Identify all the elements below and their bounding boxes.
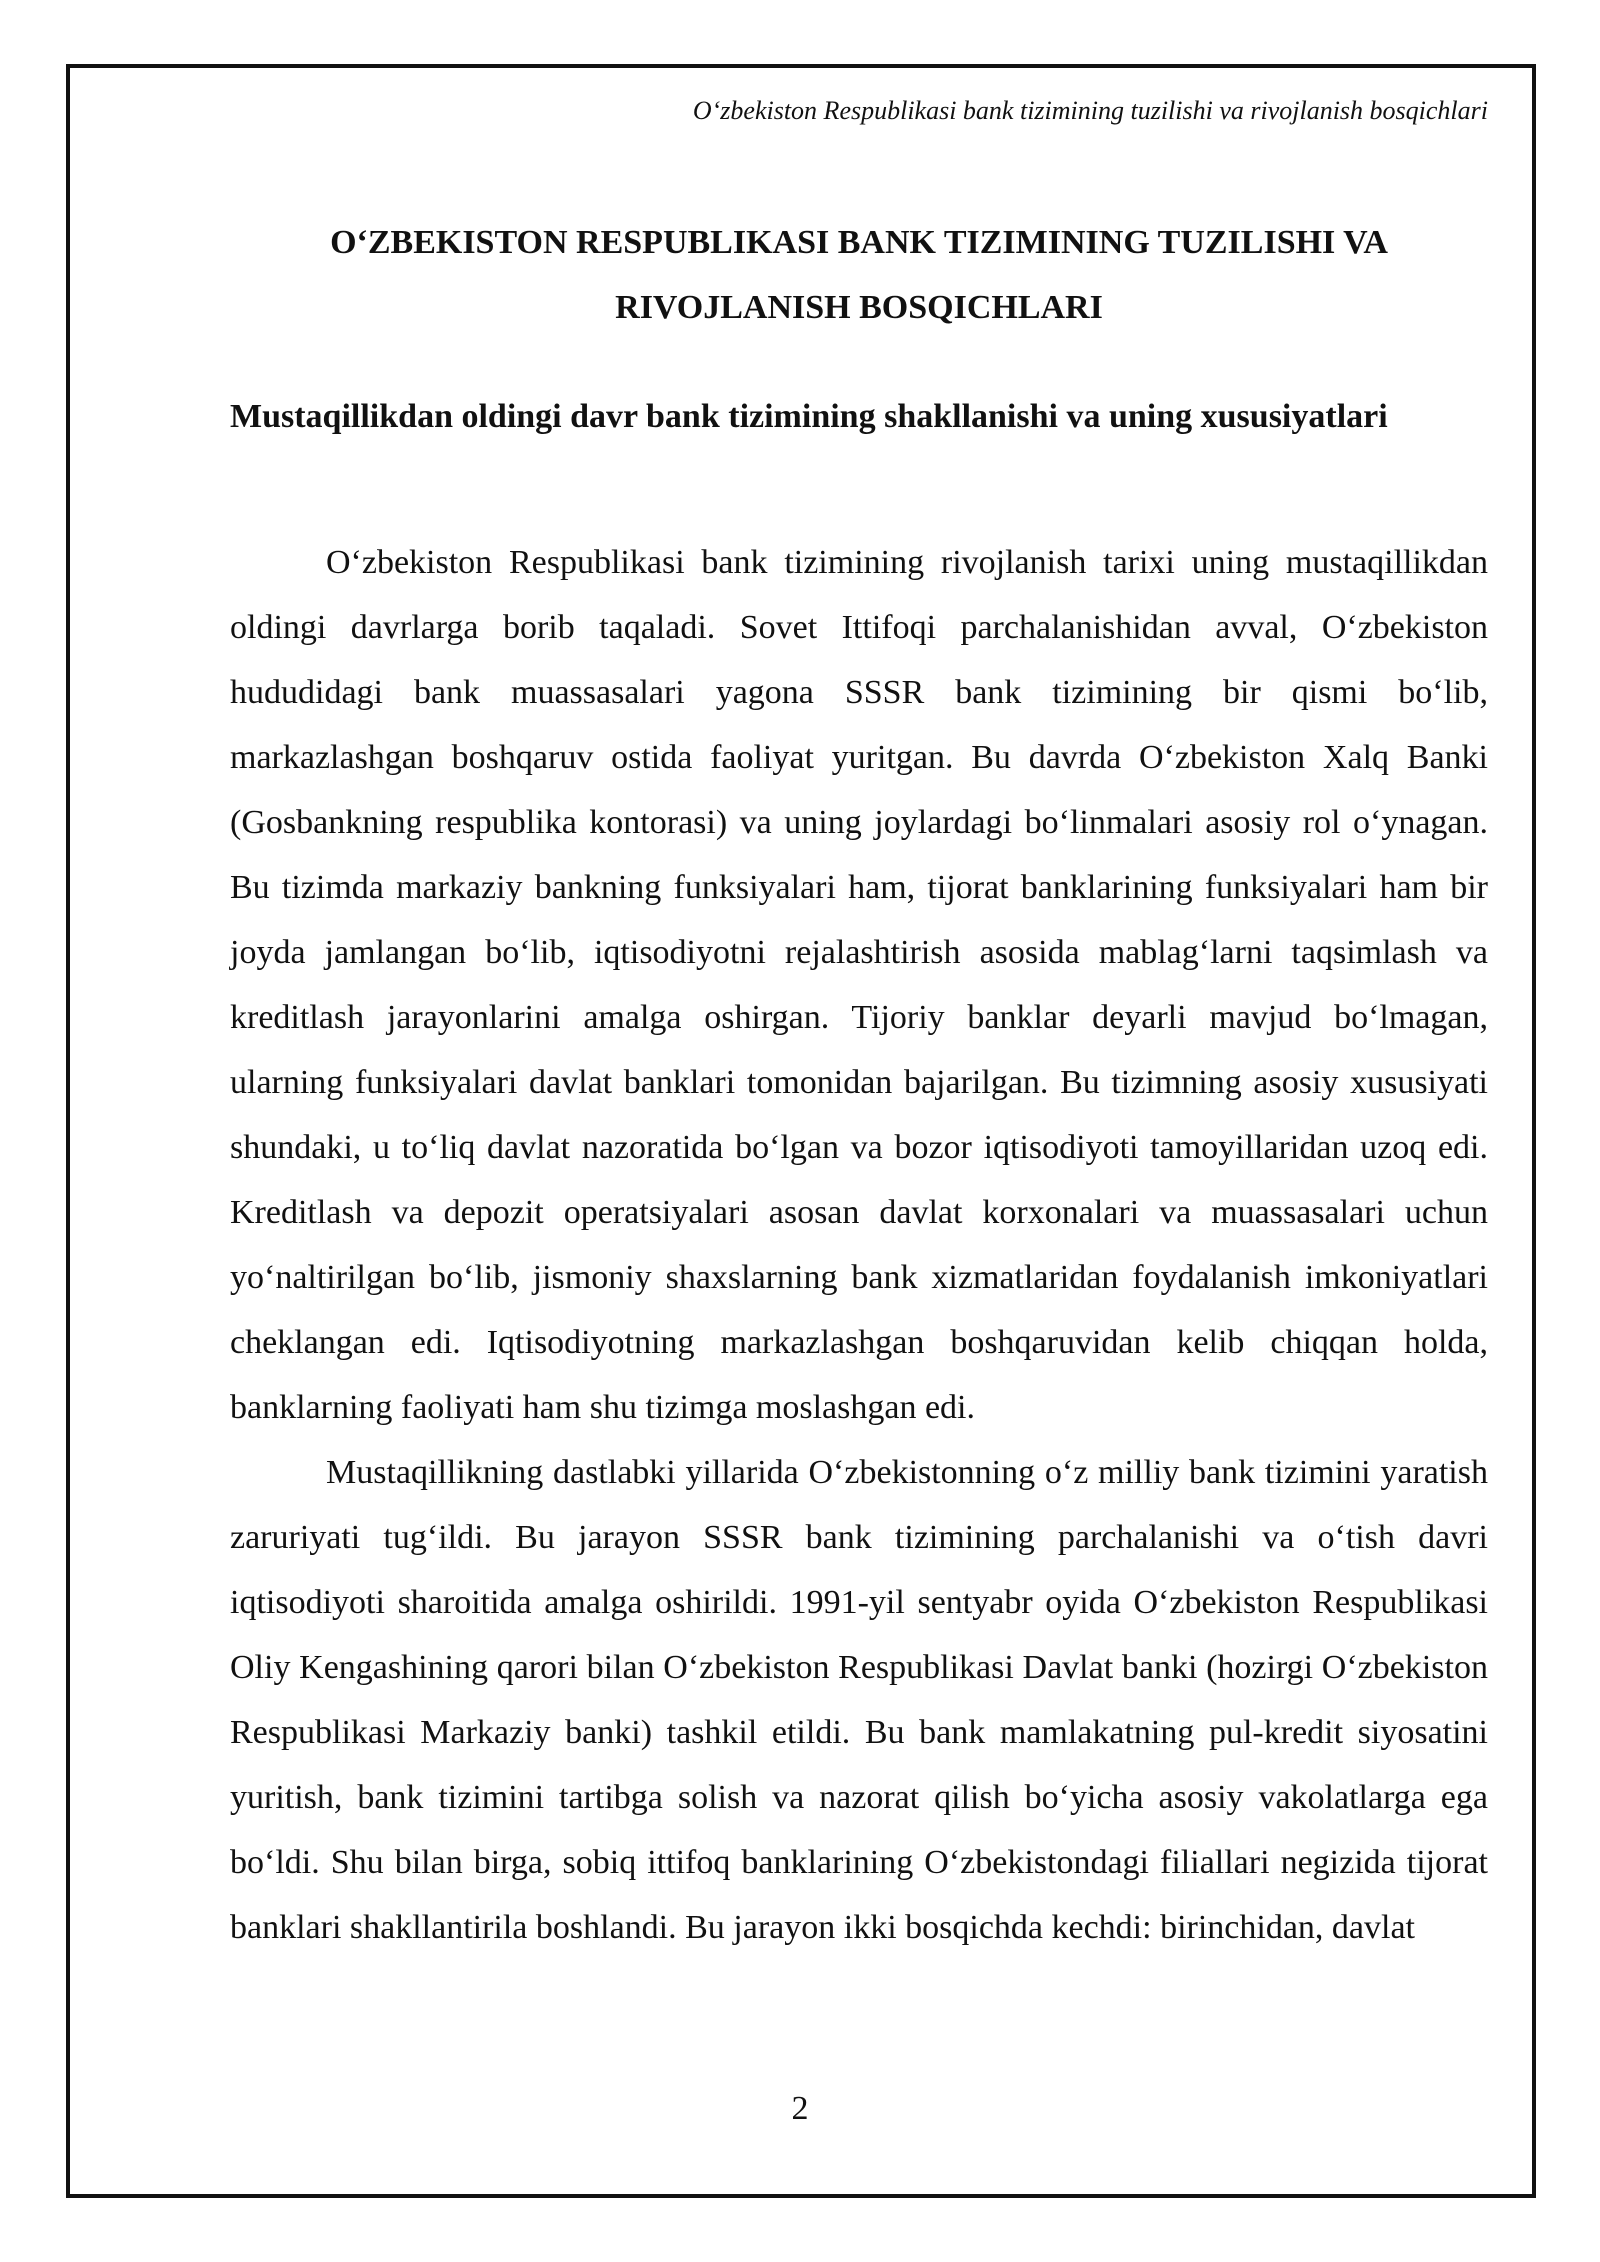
paragraph-1: O‘zbekiston Respublikasi bank tizimining rivojlanish tarixi uning mustaqillikdan oldingi davrlarga borib taqaladi. Sovet Ittifoqi parchalanishidan avval, O‘zbekiston hududidagi bank muassasalari yagona SSSR bank tizimining bir qismi bo‘lib, markazlashgan boshqaruv ostida faoliyat yuritgan. Bu davrda O‘zbekiston Xalq Banki (Gosbankning respublika kontorasi) va uning joylardagi bo‘linmalari asosiy rol o‘ynagan. Bu tizimda markaziy bankning funksiyalari ham, tijorat banklarining funksiyalari ham bir joyda jamlangan bo‘lib, iqtisodiyotni rejalashtirish asosida mablag‘larni taqsimlash va kreditlash jarayonlarini amalga oshirgan. Tijoriy banklar deyarli mavjud bo‘lmagan, ularning funksiyalari davlat banklari tomonidan bajarilgan. Bu tizimning asosiy xususiyati shundaki, u to‘liq davlat nazoratida bo‘lgan va bozor iqtisodiyoti tamoyillaridan uzoq edi. Kreditlash va depozit operatsiyalari asosan davlat korxonalari va muassasalari uchun yo‘naltirilgan bo‘lib, jismoniy shaxslarning bank xizmatlaridan foydalanish imkoniyatlari cheklangan edi. Iqtisodiyotning markazlashgan boshqaruvidan kelib chiqqan holda, banklarning faoliyati ham shu tizimga moslashgan edi. <box>230 544 1488 1426</box>
paragraph-2: Mustaqillikning dastlabki yillarida O‘zbekistonning o‘z milliy bank tizimini yaratish zaruriyati tug‘ildi. Bu jarayon SSSR bank tizimining parchalanishi va o‘tish davri iqtisodiyoti sharoitida amalga oshirildi. 1991-yil sentyabr oyida O‘zbekiston Respublikasi Oliy Kengashining qarori bilan O‘zbekiston Respublikasi Davlat banki (hozirgi O‘zbekiston Respublikasi Markaziy banki) tashkil etildi. Bu bank mamlakatning pul-kredit siyosatini yuritish, bank tizimini tartibga solish va nazorat qilish bo‘yicha asosiy vakolatlarga ega bo‘ldi. Shu bilan birga, sobiq ittifoq banklarining O‘zbekistondagi filiallari negizida tijorat banklari shakllantirila boshlandi. Bu jarayon ikki bosqichda kechdi: birinchidan, davlat <box>230 1454 1488 1946</box>
running-header: O‘zbekiston Respublikasi bank tizimining tuzilishi va rivojlanish bosqichlari <box>692 96 1488 125</box>
page-number: 2 <box>791 2090 809 2127</box>
document-title: O‘ZBEKISTON RESPUBLIKASI BANK TIZIMINING TUZILISHI VA RIVOJLANISH BOSQICHLARI <box>330 224 1388 326</box>
body-text <box>230 530 1488 1960</box>
section-heading: Mustaqillikdan oldingi davr bank tizimining shakllanishi va uning xususiyatlari <box>230 398 1388 435</box>
